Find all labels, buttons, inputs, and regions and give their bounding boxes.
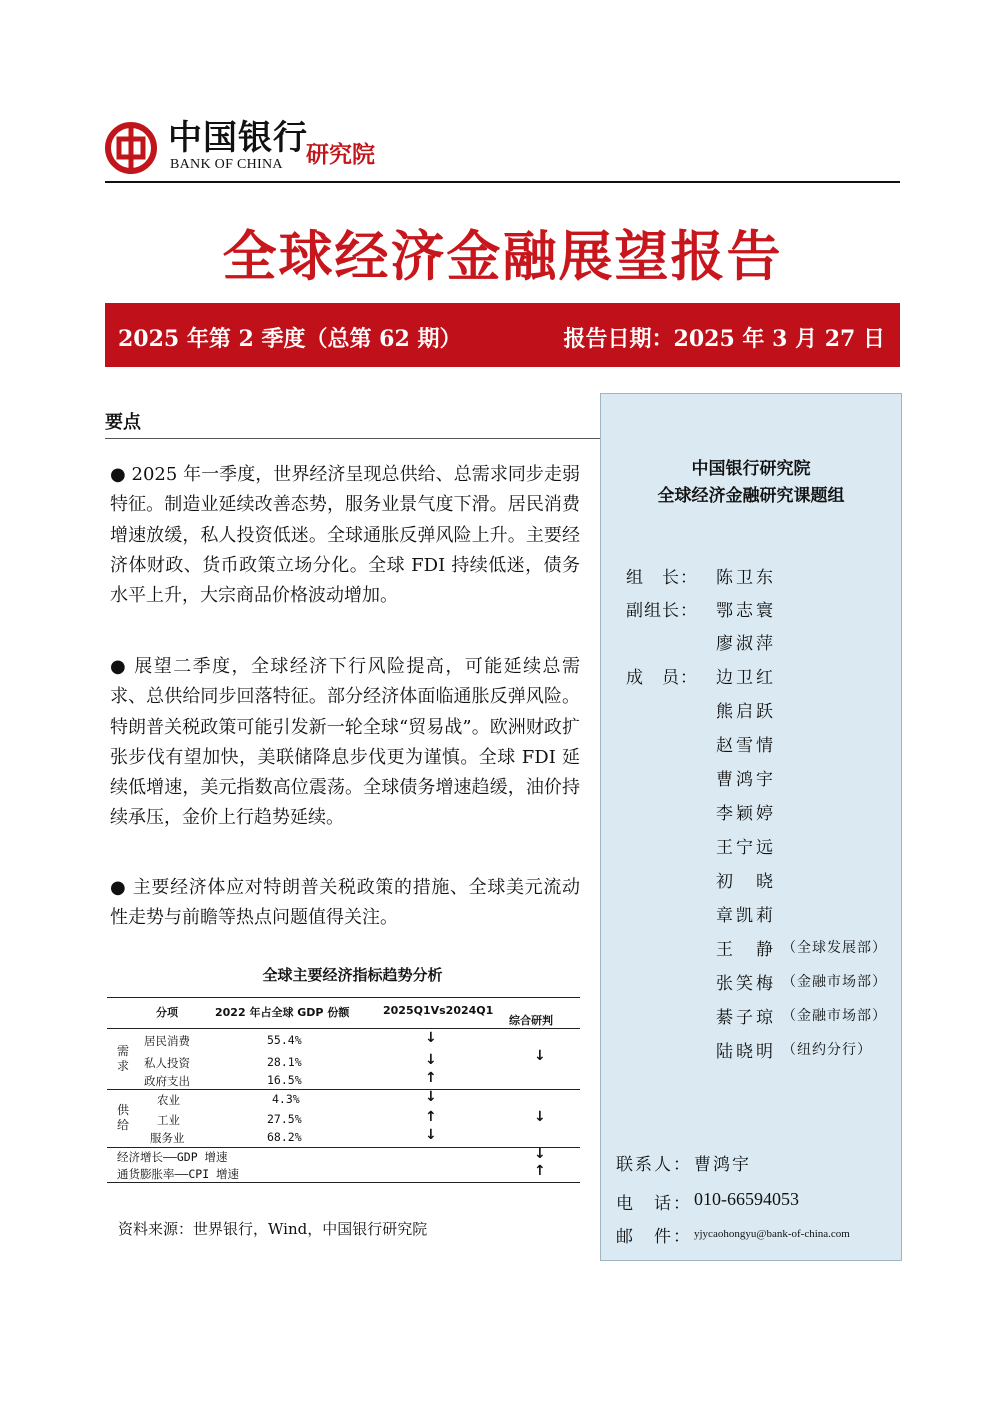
overall-arrow: ↓ [534, 1048, 546, 1064]
trend-arrow: ↑ [425, 1070, 437, 1086]
member-name: 张笑梅 [716, 974, 776, 994]
email-link[interactable]: yjycaohongyu@bank-of-china.com [694, 1228, 850, 1240]
deputy-name: 廖淑萍 [716, 634, 776, 654]
table-rule [107, 997, 580, 998]
table-cell-share: 55.4% [267, 1033, 302, 1047]
table-header: 2025Q1Vs2024Q1 [383, 1004, 494, 1017]
table-header: 2022 年占全球 GDP 份额 [215, 1006, 350, 1019]
issue-label: 2025 年第 2 季度（总第 62 期） [118, 326, 462, 352]
deputy-name: 鄂志寰 [716, 601, 776, 621]
trend-arrow: ↓ [425, 1127, 437, 1143]
member-dept: （全球发展部） [782, 940, 887, 956]
member-name: 初 晓 [716, 872, 776, 892]
member-name: 陆晓明 [716, 1042, 776, 1062]
table-cell-item: 工业 [157, 1113, 180, 1127]
members-label: 成 员： [626, 668, 698, 688]
trend-arrow: ↓ [425, 1052, 437, 1068]
team-sidebar [600, 393, 902, 1261]
table-cell-item: 经济增长——GDP 增速 [117, 1150, 228, 1164]
table-title: 全球主要经济指标趋势分析 [262, 966, 443, 984]
table-cell-share: 16.5% [267, 1073, 302, 1087]
team-group: 全球经济金融研究课题组 [657, 486, 845, 506]
leader-label: 组 长： [626, 568, 698, 588]
contact-person: 曹鸿宇 [694, 1155, 751, 1175]
table-cell-share: 68.2% [267, 1130, 302, 1144]
trend-arrow: ↓ [425, 1030, 437, 1046]
table-rule [107, 1182, 580, 1183]
group-label: 供给 [117, 1103, 130, 1132]
table-rule [107, 1089, 580, 1090]
keypoint-paragraph: ● 展望二季度，全球经济下行风险提高，可能延续总需求、总供给同步回落特征。部分经济体面临通胀反弹风险。特朗普关税政策可能引发新一轮全球“贸易战”。欧洲财政扩张步伐有望加快，美联储降息步伐更为谨慎。全球 FDI 延续低增速，美元指数高位震荡。全球债务增速趋缓，油价持续承压，金价上行趋势延续。 [110, 656, 580, 829]
team-org: 中国银行研究院 [691, 459, 811, 479]
keypoints-heading: 要点 [105, 412, 141, 433]
logo-chinese-name: 中国银行 [168, 118, 308, 158]
table-cell-share: 28.1% [267, 1055, 302, 1069]
bank-of-china-logo-icon [105, 122, 157, 174]
table-cell-item: 居民消费 [144, 1034, 190, 1048]
trend-arrow: ↓ [425, 1089, 437, 1105]
member-name: 章凯莉 [716, 906, 776, 926]
table-cell-item: 私人投资 [144, 1056, 190, 1070]
table-cell-share: 27.5% [267, 1112, 302, 1126]
contact-person-label: 联系人： [616, 1155, 692, 1175]
member-name: 綦子琼 [716, 1008, 776, 1028]
member-name: 王 静 [716, 940, 776, 960]
table-cell-share: 4.3% [272, 1092, 300, 1106]
phone-label: 电 话： [616, 1194, 692, 1214]
table-cell-item: 服务业 [150, 1131, 185, 1145]
keypoint-paragraph: ● 2025 年一季度，世界经济呈现总供给、总需求同步走弱特征。制造业延续改善态势，服务业景气度下滑。居民消费增速放缓，私人投资低迷。全球通胀反弹风险上升。主要经济体财政、货币政策立场分化。全球 FDI 持续低迷，债务水平上升，大宗商品价格波动增加。 [110, 464, 580, 607]
report-title: 全球经济金融展望报告 [222, 225, 783, 288]
table-rule [107, 1028, 580, 1029]
member-name: 曹鸿宇 [716, 770, 776, 790]
overall-arrow: ↓ [534, 1109, 546, 1125]
overall-arrow: ↓ [534, 1146, 546, 1162]
logo-english-name: BANK OF CHINA [170, 157, 283, 172]
member-name: 李颖婷 [716, 804, 776, 824]
report-date: 报告日期：2025 年 3 月 27 日 [563, 326, 885, 352]
member-name: 边卫红 [716, 668, 776, 688]
member-name: 熊启跃 [716, 702, 776, 722]
keypoint-paragraph: ● 主要经济体应对特朗普关税政策的措施、全球美元流动性走势与前瞻等热点问题值得关注。 [110, 877, 580, 929]
table-cell-item: 通货膨胀率——CPI 增速 [117, 1167, 240, 1181]
member-name: 赵雪情 [716, 736, 776, 756]
leader-name: 陈卫东 [716, 568, 776, 588]
overall-arrow: ↑ [534, 1163, 546, 1179]
member-name: 王宁远 [716, 838, 776, 858]
institute-label: 研究院 [306, 142, 375, 168]
source-note: 资料来源：世界银行，Wind，中国银行研究院 [118, 1220, 428, 1238]
deputy-label: 副组长： [626, 601, 698, 621]
member-dept: （金融市场部） [782, 974, 887, 990]
keypoints-divider [105, 438, 600, 439]
group-label: 需求 [117, 1044, 130, 1073]
table-header: 综合研判 [509, 1014, 553, 1027]
phone-number: 010-66594053 [694, 1189, 799, 1209]
table-cell-item: 农业 [157, 1093, 180, 1107]
member-dept: （纽约分行） [782, 1042, 872, 1058]
trend-arrow: ↑ [425, 1109, 437, 1125]
member-dept: （金融市场部） [782, 1008, 887, 1024]
header-divider [105, 181, 900, 183]
table-cell-item: 政府支出 [144, 1074, 190, 1088]
table-rule [107, 1147, 580, 1148]
email-label: 邮 件： [616, 1227, 692, 1247]
table-header: 分项 [156, 1006, 178, 1019]
